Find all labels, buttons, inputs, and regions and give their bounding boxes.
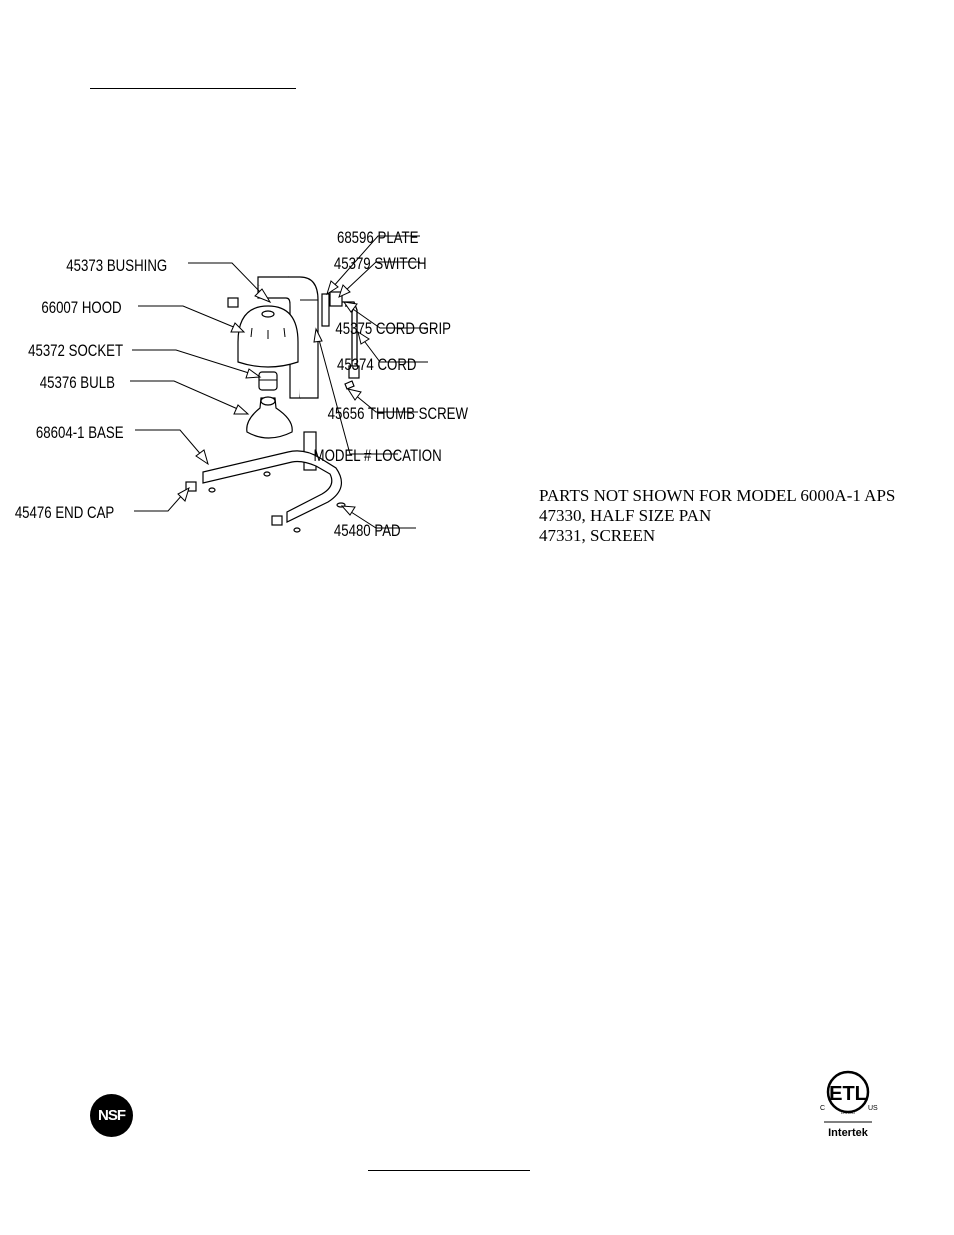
callout-bushing: 45373 BUSHING xyxy=(66,256,168,276)
parts-diagram xyxy=(0,0,954,560)
callout-socket: 45372 SOCKET xyxy=(28,341,124,361)
callout-cord-grip: 45375 CORD GRIP xyxy=(335,319,452,339)
callout-base: 68604-1 BASE xyxy=(35,423,124,443)
note-line-half-size-pan: 47330, HALF SIZE PAN xyxy=(539,506,712,525)
callout-pad: 45480 PAD xyxy=(333,521,401,541)
callout-labels xyxy=(15,229,469,541)
callout-hood: 66007 HOOD xyxy=(41,298,122,318)
thumb-screw-part xyxy=(345,381,354,389)
svg-text:C: C xyxy=(820,1105,826,1112)
socket-part xyxy=(259,372,277,390)
bushing-part xyxy=(228,298,238,307)
plate-part xyxy=(322,294,329,326)
callout-switch: 45379 SWITCH xyxy=(333,254,427,274)
nsf-logo: NSF xyxy=(90,1094,133,1137)
bottom-rule xyxy=(368,1170,530,1171)
callout-thumb-screw: 45656 THUMB SCREW xyxy=(327,404,469,424)
callout-end-cap: 45476 END CAP xyxy=(14,503,115,523)
note-line-screen: 47331, SCREEN xyxy=(539,526,656,545)
callout-bulb: 45376 BULB xyxy=(39,373,115,393)
note-heading: PARTS NOT SHOWN FOR MODEL 6000A-1 APS xyxy=(539,486,896,505)
callout-model-location: MODEL # LOCATION xyxy=(313,446,442,466)
callout-plate: 68596 PLATE xyxy=(336,228,419,248)
parts-not-shown-note xyxy=(539,486,895,546)
etl-intertek-logo xyxy=(816,1070,888,1142)
callout-cord: 45374 CORD xyxy=(336,355,417,375)
svg-text:ETL: ETL xyxy=(829,1083,867,1105)
svg-text:US: US xyxy=(868,1105,878,1112)
svg-text:LISTED: LISTED xyxy=(840,1110,856,1115)
svg-text:Intertek: Intertek xyxy=(828,1127,868,1139)
